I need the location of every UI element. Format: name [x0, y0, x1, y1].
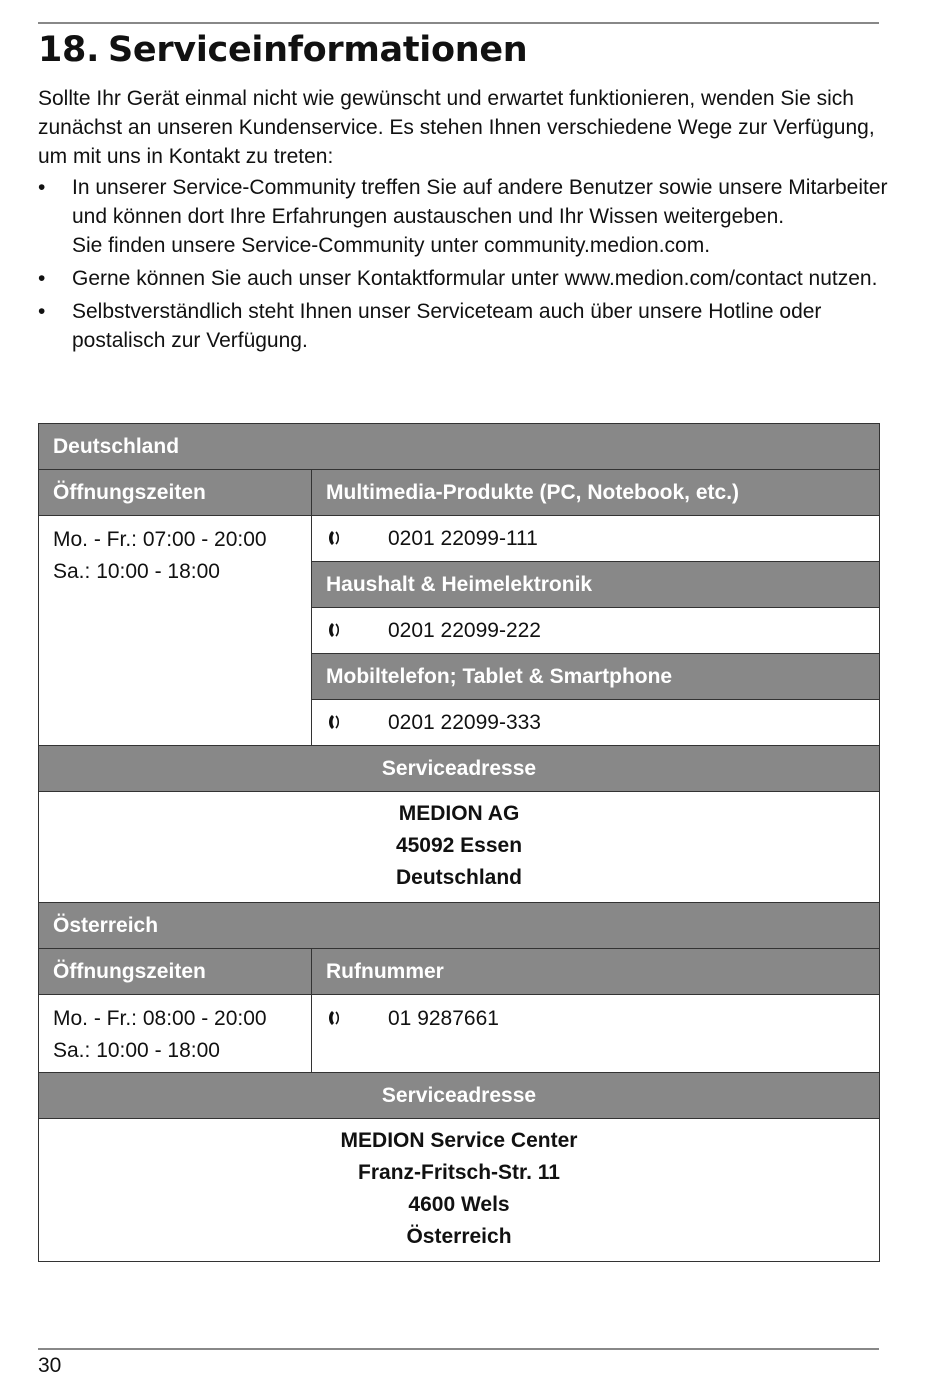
list-item [38, 264, 888, 293]
phone-cell [312, 700, 880, 746]
table-row [39, 995, 880, 1073]
phone-number[interactable]: 0201 22099-111 [388, 526, 538, 550]
address-line: Österreich [406, 1225, 512, 1248]
country-header-austria: Österreich [39, 903, 880, 949]
table-row [39, 746, 880, 792]
service-contact-table [38, 423, 880, 1262]
category-header: Haushalt & Heimelektronik [312, 562, 880, 608]
table-row [39, 903, 880, 949]
address-line: MEDION Service Center [340, 1129, 578, 1152]
top-rule [38, 22, 879, 24]
table-row [39, 1073, 880, 1119]
address-line: Franz-Fritsch-Str. 11 [358, 1161, 560, 1184]
bottom-rule [38, 1348, 879, 1350]
table-row [39, 424, 880, 470]
phone-handset-icon [326, 621, 344, 639]
opening-hours-cell [39, 516, 312, 746]
phone-cell [312, 516, 880, 562]
table-row [39, 792, 880, 903]
address-header: Serviceadresse [39, 1073, 880, 1119]
hours-weekdays: Mo. - Fr.: 08:00 - 20:00 [53, 1007, 267, 1030]
phone-cell [312, 608, 880, 654]
list-item [38, 173, 888, 260]
address-line: Deutschland [395, 866, 523, 889]
hours-header: Öffnungszeiten [39, 470, 312, 516]
phone-number[interactable]: 0201 22099-222 [388, 618, 541, 642]
phone-handset-icon [326, 1009, 344, 1027]
hours-weekdays: Mo. - Fr.: 07:00 - 20:00 [53, 528, 267, 551]
bullet-text: In unserer Service-Community treffen Sie auf andere Benutzer sowie unsere Mitarbeiter und können dort Ihre Erfahrungen austauschen und Ihr Wissen weitergeben. [72, 176, 888, 228]
list-item [38, 297, 888, 355]
section-title: Serviceinformationen [108, 30, 528, 70]
hours-saturday: Sa.: 10:00 - 18:00 [53, 1039, 220, 1062]
category-header: Mobiltelefon; Tablet & Smartphone [312, 654, 880, 700]
page-number: 30 [38, 1354, 62, 1377]
contact-options-list [38, 173, 888, 359]
table-row [39, 516, 880, 562]
service-address-germany [39, 792, 880, 903]
bullet-text: Gerne können Sie auch unser Kontaktformular unter www.medion.com/contact nutzen. [72, 267, 878, 290]
address-header: Serviceadresse [39, 746, 880, 792]
phone-handset-icon [326, 529, 344, 547]
section-number: 18. [38, 30, 100, 70]
bullet-text: Selbstverständlich steht Ihnen unser Serviceteam auch über unsere Hotline oder postalisch zur Verfügung. [72, 300, 822, 352]
bullet-icon: • [38, 176, 46, 199]
bullet-icon: • [38, 300, 46, 323]
hours-header: Öffnungszeiten [39, 949, 312, 995]
category-header: Multimedia-Produkte (PC, Notebook, etc.) [312, 470, 880, 516]
opening-hours-cell [39, 995, 312, 1073]
phone-cell [312, 995, 880, 1073]
bullet-icon: • [38, 267, 46, 290]
table-row [39, 1119, 880, 1262]
phone-number[interactable]: 01 9287661 [388, 1007, 499, 1030]
phone-header: Rufnummer [312, 949, 880, 995]
phone-handset-icon [326, 713, 344, 731]
section-heading [38, 30, 527, 70]
phone-number[interactable]: 0201 22099-333 [388, 710, 541, 734]
bullet-extra-text: Sie finden unsere Service-Community unter community.medion.com. [72, 234, 711, 257]
intro-paragraph: Sollte Ihr Gerät einmal nicht wie gewünscht und erwartet funktionieren, wenden Sie sich zunächst an unseren Kundenservice. Es stehen Ihnen verschiedene Wege zur Verfügung, um mit uns in Kontakt zu treten: [38, 87, 875, 168]
address-line: MEDION AG [398, 802, 520, 825]
address-line: 45092 Essen [395, 834, 523, 857]
table-row [39, 949, 880, 995]
service-address-austria [39, 1119, 880, 1262]
hours-saturday: Sa.: 10:00 - 18:00 [53, 560, 220, 583]
country-header-germany: Deutschland [39, 424, 880, 470]
address-line: 4600 Wels [408, 1193, 510, 1216]
table-row [39, 470, 880, 516]
